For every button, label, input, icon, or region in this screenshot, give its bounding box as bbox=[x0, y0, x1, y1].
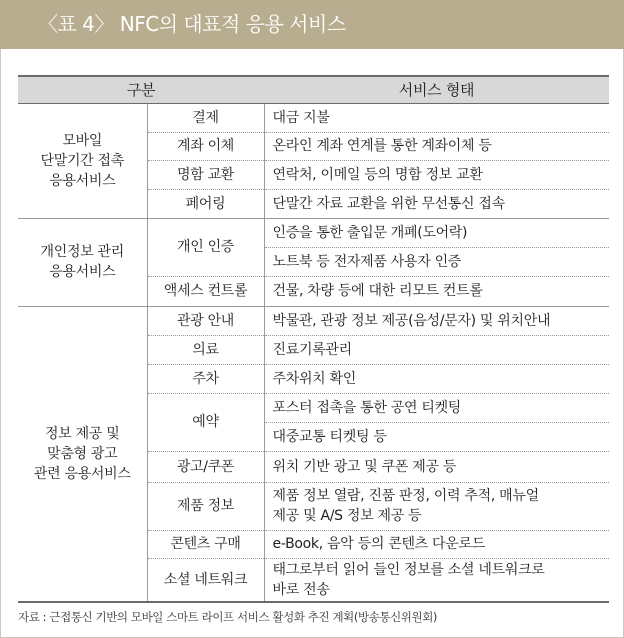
source-note: 자료 : 근접통신 기반의 모바일 스마트 라이프 서비스 활성화 추진 계획(방송통신위원회) bbox=[18, 610, 438, 624]
category-label: 모바일 단말기간 접촉 응용서비스 bbox=[40, 132, 124, 189]
service-description: 노트북 등 전자제품 사용자 인증 bbox=[264, 247, 609, 276]
subcategory: 명함 교환 bbox=[147, 160, 264, 189]
subcategory: 액세스 컨트롤 bbox=[147, 276, 264, 306]
category-personal-info bbox=[18, 218, 147, 306]
subcategory: 페어링 bbox=[147, 189, 264, 218]
category-label: 정보 제공 및 맞춤형 광고 관련 응용서비스 bbox=[33, 425, 131, 482]
service-description: 대금 지불 bbox=[264, 103, 609, 132]
subcategory: 개인 인증 bbox=[147, 218, 264, 276]
description-text: 제품 정보 열람, 진품 판정, 이력 추적, 매뉴얼 제공 및 A/S 정보 제공 등 bbox=[272, 488, 539, 524]
service-description: 연락처, 이메일 등의 명함 정보 교환 bbox=[264, 160, 609, 189]
subcategory: 소셜 네트워크 bbox=[147, 558, 264, 602]
subcategory: 결제 bbox=[147, 103, 264, 132]
table-title: 〈표 4〉 NFC의 대표적 응용 서비스 bbox=[0, 0, 624, 49]
header-service-type: 서비스 형태 bbox=[264, 76, 609, 103]
service-description: 박물관, 관광 정보 제공(음성/문자) 및 위치안내 bbox=[264, 306, 609, 335]
header-category: 구분 bbox=[18, 76, 264, 103]
service-description bbox=[264, 482, 609, 530]
subcategory: 계좌 이체 bbox=[147, 132, 264, 160]
service-description bbox=[264, 558, 609, 602]
description-text: 태그로부터 읽어 들인 정보를 소셜 네트워크로 바로 전송 bbox=[272, 561, 545, 598]
subcategory: 광고/쿠폰 bbox=[147, 451, 264, 482]
service-description: 단말간 자료 교환을 위한 무선통신 접속 bbox=[264, 189, 609, 218]
category-label: 개인정보 관리 응용서비스 bbox=[40, 244, 124, 280]
subcategory: 의료 bbox=[147, 335, 264, 364]
service-description: 포스터 접촉을 통한 공연 티켓팅 bbox=[264, 393, 609, 422]
service-description: 진료기록관리 bbox=[264, 335, 609, 364]
service-description: 인증을 통한 출입문 개폐(도어락) bbox=[264, 218, 609, 247]
service-description: 온라인 계좌 연계를 통한 계좌이체 등 bbox=[264, 132, 609, 160]
service-description: 주차위치 확인 bbox=[264, 364, 609, 393]
subcategory: 콘텐츠 구매 bbox=[147, 530, 264, 558]
service-description: 건물, 차량 등에 대한 리모트 컨트롤 bbox=[264, 276, 609, 306]
category-info-advertising bbox=[18, 306, 147, 602]
subcategory: 관광 안내 bbox=[147, 306, 264, 335]
subcategory: 주차 bbox=[147, 364, 264, 393]
service-description: 위치 기반 광고 및 쿠폰 제공 등 bbox=[264, 451, 609, 482]
service-description: 대중교통 티켓팅 등 bbox=[264, 422, 609, 451]
subcategory: 예약 bbox=[147, 393, 264, 451]
service-description: e-Book, 음악 등의 콘텐츠 다운로드 bbox=[264, 530, 609, 558]
category-mobile-contact bbox=[18, 103, 147, 218]
nfc-services-table bbox=[18, 75, 609, 603]
subcategory: 제품 정보 bbox=[147, 482, 264, 530]
